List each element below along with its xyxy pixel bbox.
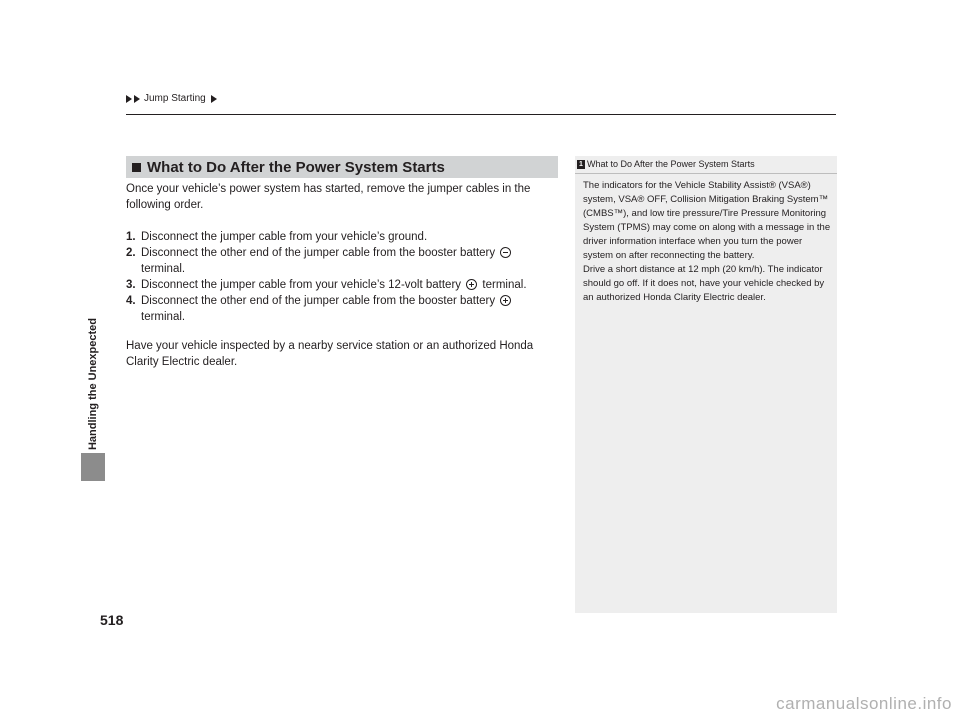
chapter-tab-marker <box>81 453 105 481</box>
plus-terminal-icon <box>500 295 511 306</box>
minus-terminal-icon <box>500 247 511 258</box>
step-number: 3. <box>126 279 136 291</box>
list-item <box>126 293 554 325</box>
side-note-title[interactable]: What to Do After the Power System Starts <box>587 159 755 169</box>
header-divider <box>126 114 836 115</box>
chapter-side-label <box>83 160 103 450</box>
breadcrumb-label[interactable]: Jump Starting <box>144 93 206 104</box>
side-note-paragraph: Drive a short distance at 12 mph (20 km/h). The indicator should go off. If it does not, have your vehicle checked by an authorized Honda Clarity Electric dealer. <box>583 264 825 303</box>
side-note-paragraph: The indicators for the Vehicle Stability Assist® (VSA®) system, VSA® OFF, Collision Mitigation Braking System™ (CMBS™), and low tire pressure/Tire Pressure Monitoring System (TPMS) may come on along with a message in the driver information interface when you turn the power system on after reconnecting the battery. <box>583 180 831 261</box>
side-note <box>575 156 837 613</box>
step-text: Disconnect the other end of the jumper cable from the booster battery terminal. <box>141 293 554 325</box>
breadcrumb-arrow-icon <box>134 95 140 103</box>
step-text: Disconnect the jumper cable from your vehicle’s 12-volt battery terminal. <box>141 279 527 291</box>
list-item <box>126 229 554 245</box>
breadcrumb <box>126 93 217 104</box>
list-item <box>126 245 554 277</box>
page-number: 518 <box>100 612 124 628</box>
steps-list <box>126 229 554 325</box>
chapter-side-label-text: Handling the Unexpected <box>87 317 99 450</box>
breadcrumb-arrow-icon <box>211 95 217 103</box>
section-heading <box>126 156 558 178</box>
note-reference-icon: 1 <box>577 160 585 169</box>
side-note-body <box>583 179 831 305</box>
step-number: 1. <box>126 231 136 243</box>
side-note-header <box>575 156 837 172</box>
step-number: 4. <box>126 295 136 307</box>
section-square-icon <box>132 163 141 172</box>
breadcrumb-arrow-icon <box>126 95 132 103</box>
intro-paragraph: Once your vehicle’s power system has started, remove the jumper cables in the following order. <box>126 183 531 211</box>
list-item <box>126 277 554 293</box>
watermark-text: carmanualsonline.info <box>776 694 952 713</box>
step-text: Disconnect the jumper cable from your vehicle’s ground. <box>141 231 428 243</box>
step-text: Disconnect the other end of the jumper cable from the booster battery terminal. <box>141 245 554 277</box>
closing-paragraph: Have your vehicle inspected by a nearby service station or an authorized Honda Clarity Electric dealer. <box>126 340 534 368</box>
plus-terminal-icon <box>466 279 477 290</box>
step-number: 2. <box>126 247 136 259</box>
section-title: What to Do After the Power System Starts <box>147 158 445 176</box>
side-note-divider <box>575 173 837 174</box>
